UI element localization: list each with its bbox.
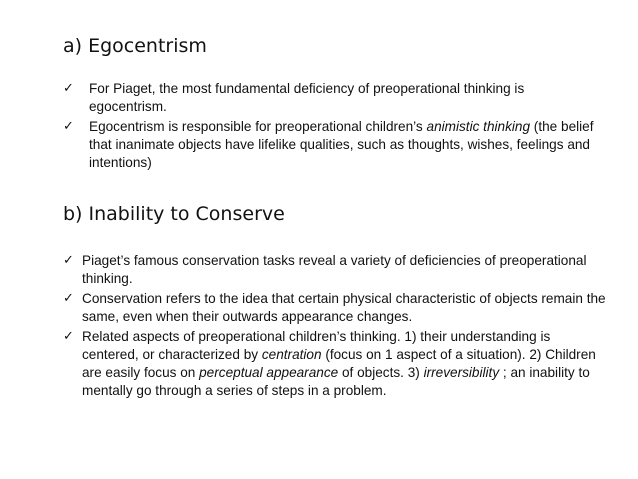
checkmark-icon: ✓ bbox=[63, 81, 74, 96]
italic-term: animistic thinking bbox=[426, 119, 531, 134]
bullet-text: Conservation refers to the idea that certain physical characteristic of objects remain the same, even when their outwards appearance changes. bbox=[82, 291, 606, 324]
checkmark-icon: ✓ bbox=[63, 253, 74, 268]
bullet-text: of objects. 3) bbox=[338, 365, 424, 380]
italic-term: perceptual appearance bbox=[199, 365, 339, 380]
bullet-item bbox=[63, 252, 608, 288]
italic-term: centration bbox=[261, 347, 322, 362]
bullet-item bbox=[63, 290, 608, 326]
checkmark-icon: ✓ bbox=[63, 119, 74, 134]
section-b-heading: b) Inability to Conserve bbox=[63, 203, 285, 225]
section-b-bullet-list bbox=[63, 252, 608, 402]
bullet-item bbox=[63, 80, 603, 116]
bullet-text: Related aspects of preoperational children’s thinking. 1) their understanding is centered, or characterized by bbox=[82, 329, 551, 362]
bullet-item bbox=[63, 328, 608, 400]
section-a-bullet-list bbox=[63, 80, 603, 174]
bullet-text: ; an inability to mentally go through a series of steps in a problem. bbox=[82, 365, 590, 398]
italic-term: irreversibility bbox=[423, 365, 500, 380]
bullet-text: Piaget’s famous conservation tasks reveal a variety of deficiencies of preoperational thinking. bbox=[82, 253, 587, 286]
bullet-text: Egocentrism is responsible for preoperational children’s bbox=[89, 119, 427, 134]
bullet-item bbox=[63, 118, 603, 172]
bullet-text: (the belief that inanimate objects have lifelike qualities, such as thoughts, wishes, feelings and intentions) bbox=[89, 119, 594, 170]
checkmark-icon: ✓ bbox=[63, 329, 74, 344]
bullet-text: (focus on 1 aspect of a situation). 2) Children are easily focus on bbox=[82, 347, 596, 380]
checkmark-icon: ✓ bbox=[63, 291, 74, 306]
section-a-heading: a) Egocentrism bbox=[63, 35, 207, 57]
bullet-text: For Piaget, the most fundamental deficiency of preoperational thinking is egocentrism. bbox=[89, 81, 525, 114]
